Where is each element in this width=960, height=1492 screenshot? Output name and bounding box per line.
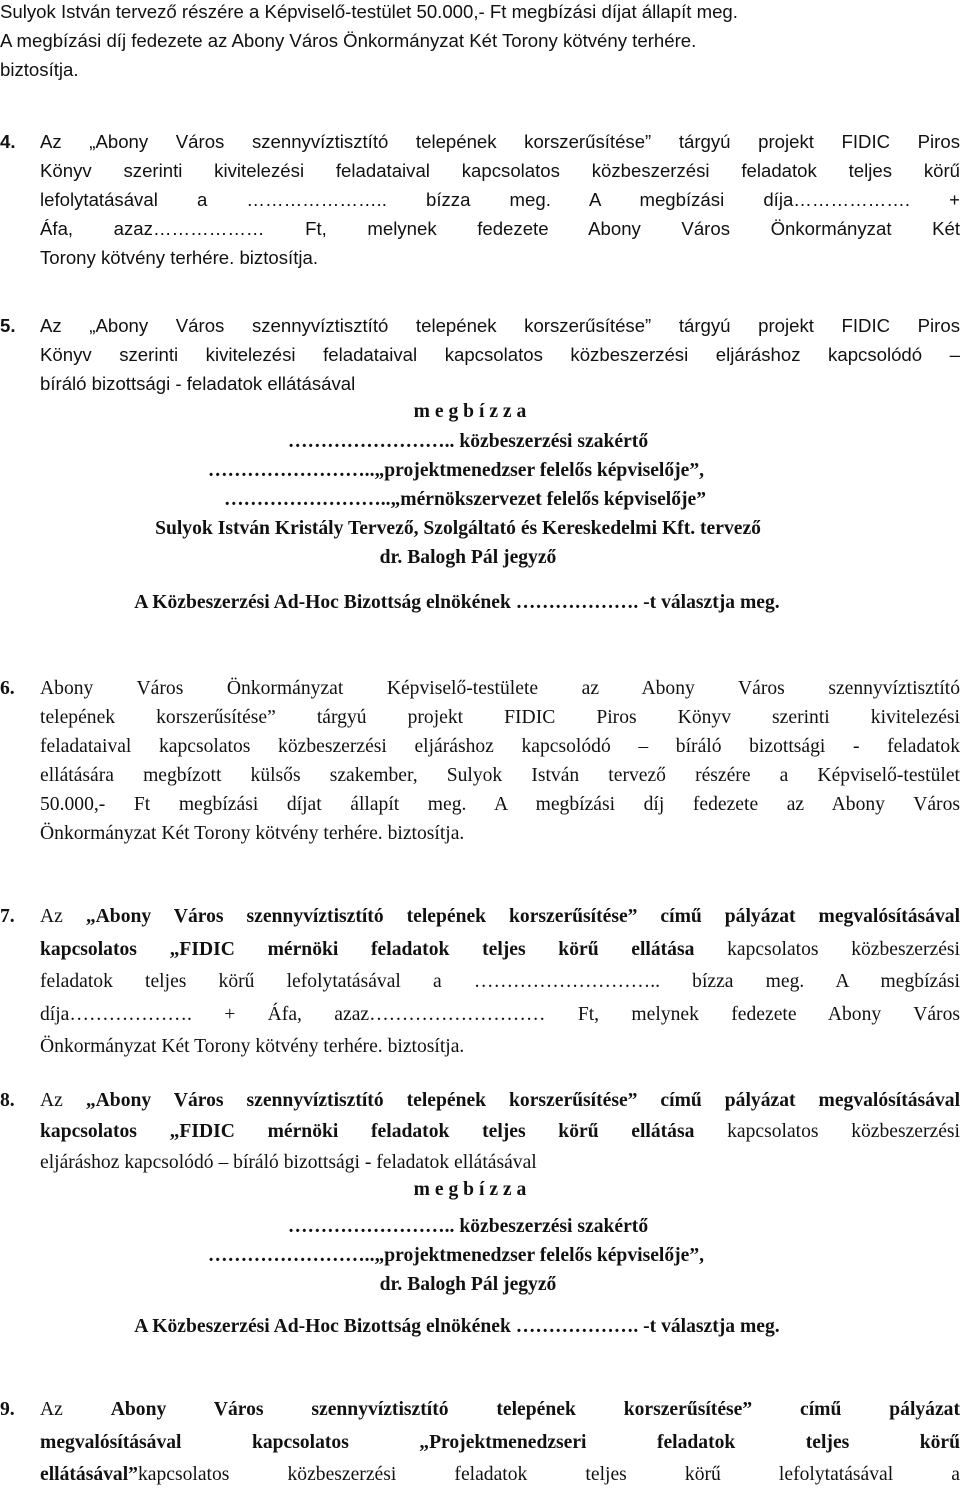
text-line: Önkormányzat Két Torony kötvény terhére. biztosítja. [40, 822, 465, 844]
text-line: Az Abony Város szennyvíztisztító telepének korszerűsítése” című pályázat [40, 1399, 960, 1420]
item-9 [0, 1394, 960, 1492]
item-number: 9. [0, 1399, 15, 1420]
megbizza-heading: m e g b í z z a [413, 1179, 527, 1200]
item-number: 4. [0, 131, 16, 152]
text-line: bíráló bizottsági - feladatok ellátásával [40, 372, 356, 394]
appointment-line: dr. Balogh Pál jegyző [379, 547, 557, 568]
text-line: ellátásával”kapcsolatos közbeszerzési feladatok teljes körű lefolytatásával a [40, 1464, 960, 1485]
text-line: megvalósításával kapcsolatos „Projektmenedzseri feladatok teljes körű [40, 1431, 960, 1453]
text-line: telepének korszerűsítése” tárgyú projekt FIDIC Piros Könyv szerinti kivitelezési [40, 706, 960, 728]
text-line: 50.000,- Ft megbízási díjat állapít meg. A megbízási díj fedezete az Abony Város [40, 793, 960, 815]
text-line: kapcsolatos „FIDIC mérnöki feladatok teljes körű ellátása kapcsolatos közbeszerzési [40, 938, 960, 960]
megbizza-heading: m e g b í z z a [413, 401, 527, 422]
text-line: díja………………. + Áfa, azaz……………………… Ft, melynek fedezete Abony Város [40, 1003, 960, 1025]
text-line: Könyv szerinti kivitelezési feladataival kapcsolatos közbeszerzési eljáráshoz kapcsolódó – [40, 343, 960, 365]
text-line: Az „Abony Város szennyvíztisztító telepének korszerűsítése” tárgyú projekt FIDIC Piros [40, 131, 960, 152]
item-number: 5. [0, 315, 16, 336]
text-line: Az „Abony Város szennyvíztisztító telepének korszerűsítése” című pályázat megvalósításával [40, 1090, 960, 1111]
text-line: Abony Város Önkormányzat Képviselő-testülete az Abony Város szennyvíztisztító [40, 678, 960, 699]
item-7 [0, 901, 960, 1064]
appointment-line: ……………………..„projektmenedzser felelős képviselője”, [207, 1245, 705, 1266]
text-line: lefolytatásával a ………………….. bízza meg. A megbízási díja………………. + [40, 188, 960, 210]
item-8 [0, 1085, 960, 1178]
text-line: feladatok teljes körű lefolytatásával a ……………………….. bízza meg. A megbízási [40, 971, 960, 992]
text-line: ellátására megbízott külsős szakember, Sulyok István tervező részére a Képviselő-testület [40, 764, 960, 786]
appointment-line: ……………………..„mérnökszervezet felelős képviselője” [223, 489, 707, 510]
item-4 [0, 128, 960, 273]
text-line: Torony kötvény terhére. biztosítja. [40, 246, 319, 268]
text-line: A megbízási díj fedezete az Abony Város Önkormányzat Két Torony kötvény terhére. [0, 29, 697, 51]
text-line: Sulyok István tervező részére a Képviselő-testület 50.000,- Ft megbízási díjat állapít meg. [0, 1, 738, 22]
intro-paragraph [0, 0, 960, 85]
text-line: feladataival kapcsolatos közbeszerzési eljáráshoz kapcsolódó – bíráló bizottsági - feladatok [40, 735, 960, 757]
text-line: biztosítja. [0, 58, 79, 80]
appointment-line: A Közbeszerzési Ad-Hoc Bizottság elnökének ………………. -t választja meg. [134, 592, 780, 613]
text-line: Az „Abony Város szennyvíztisztító telepének korszerűsítése” tárgyú projekt FIDIC Piros [40, 315, 960, 336]
appointment-line: A Közbeszerzési Ad-Hoc Bizottság elnökének ………………. -t választja meg. [134, 1316, 780, 1337]
text-line: Az „Abony Város szennyvíztisztító telepének korszerűsítése” című pályázat megvalósításával [40, 906, 960, 927]
text-line: eljáráshoz kapcsolódó – bíráló bizottsági - feladatok ellátásával [40, 1152, 537, 1173]
appointment-line: …………………….. közbeszerzési szakértő [287, 1216, 649, 1237]
appointment-line: dr. Balogh Pál jegyző [379, 1274, 557, 1295]
item-6 [0, 675, 960, 848]
text-line: kapcsolatos „FIDIC mérnöki feladatok teljes körű ellátása kapcsolatos közbeszerzési [40, 1121, 960, 1142]
item-number: 7. [0, 906, 15, 927]
item-5 [0, 312, 960, 399]
text-line: Áfa, azaz……………… Ft, melynek fedezete Abony Város Önkormányzat Két [40, 217, 960, 239]
appointment-line: ……………………..„projektmenedzser felelős képviselője”, [207, 460, 705, 481]
item-number: 8. [0, 1090, 15, 1111]
appointment-line: …………………….. közbeszerzési szakértő [287, 431, 649, 452]
appointment-line: Sulyok István Kristály Tervező, Szolgáltató és Kereskedelmi Kft. tervező [155, 518, 761, 539]
item-number: 6. [0, 678, 15, 699]
text-line: Könyv szerinti kivitelezési feladataival kapcsolatos közbeszerzési feladatok teljes körű [40, 159, 960, 181]
text-line: Önkormányzat Két Torony kötvény terhére. biztosítja. [40, 1036, 465, 1057]
